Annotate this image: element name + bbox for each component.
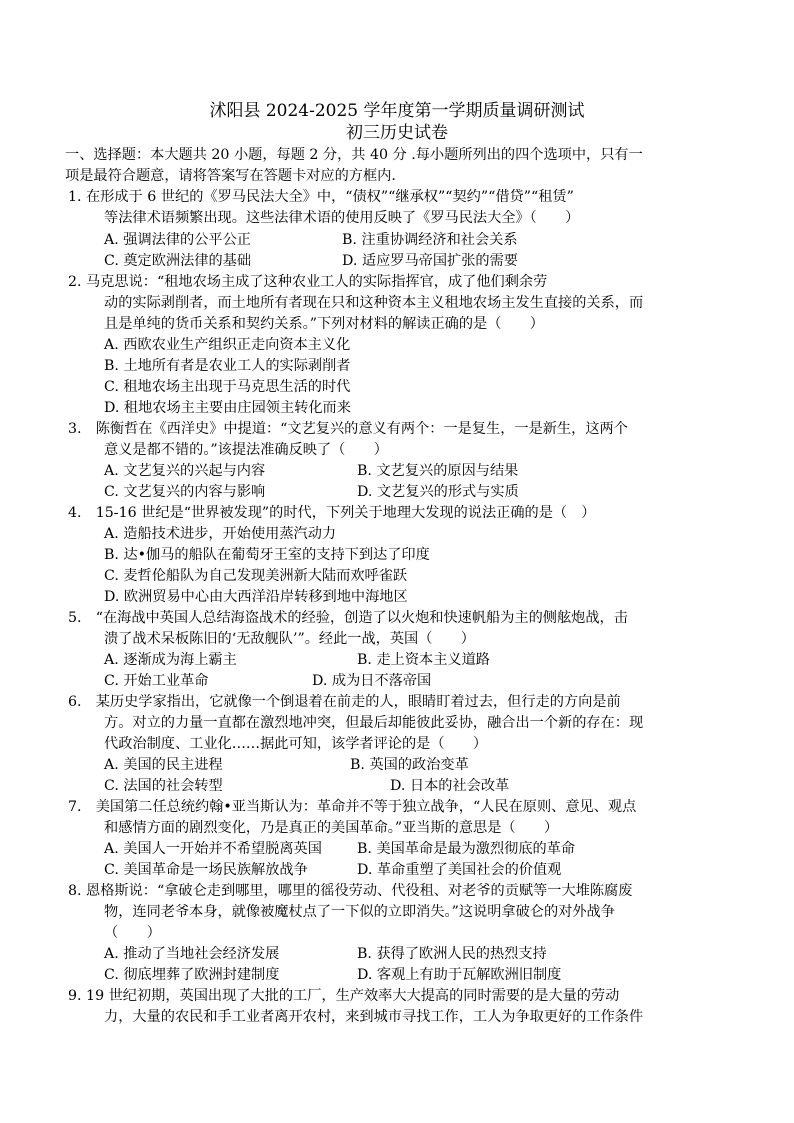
question-2-stem-line-2: 动的实际剥削者，而土地所有者现在只和这种资本主义租地农场主发生直接的关系，而	[104, 295, 644, 311]
question-2-option-c: C. 租地农场主出现于马克思生活的时代	[104, 379, 351, 395]
question-5-option-c: C. 开始工业革命	[104, 673, 209, 689]
instructions-line-1: 一、选择题：本大题共 20 小题，每题 2 分，共 40 分 .每小题所列出的四个选项中，只有一	[65, 147, 643, 163]
question-3-option-c: C. 文艺复兴的内容与影响	[104, 484, 266, 500]
question-4-option-b: B. 达•伽马的船队在葡萄牙王室的支持下到达了印度	[104, 547, 430, 563]
question-6-option-c: C. 法国的社会转型	[104, 778, 223, 794]
question-8-option-a: A. 推动了当地社会经济发展	[104, 946, 280, 962]
question-2-option-a: A. 西欧农业生产组织正走向资本主义化	[104, 337, 351, 353]
question-4-option-d: D. 欧洲贸易中心由大西洋沿岸转移到地中海地区	[104, 589, 408, 605]
question-9-stem-line-2: 力，大量的农民和手工业者离开农村，来到城市寻找工作，工人为争取更好的工作条件	[104, 1009, 644, 1025]
question-6-option-a: A. 美国的民主进程	[104, 757, 223, 773]
question-3-option-b: B. 文艺复兴的原因与结果	[357, 463, 519, 479]
question-3-option-d: D. 文艺复兴的形式与实质	[357, 484, 519, 500]
question-5-option-a: A. 逐渐成为海上霸主	[104, 652, 237, 668]
question-3-stem-line-1: 3. 陈衡哲在《西洋史》中提道：“文艺复兴的意义有两个：一是复生，一是新生，这两个	[68, 421, 628, 437]
question-1-option-a: A. 强调法律的公平公正	[104, 232, 251, 248]
question-8-option-b: B. 获得了欧洲人民的热烈支持	[357, 946, 547, 962]
question-3-option-a: A. 文艺复兴的兴起与内容	[104, 463, 266, 479]
question-5-stem-line-1: 5. “在海战中英国人总结海盗战术的经验，创造了以火炮和快速帆船为主的侧舷炮战，击	[68, 610, 628, 626]
question-9-stem-line-1: 9. 19 世纪初期，英国出现了大批的工厂，生产效率大大提高的同时需要的是大量的劳动	[68, 988, 620, 1004]
question-8-option-c: C. 彻底埋葬了欧洲封建制度	[104, 967, 280, 983]
question-6-stem-line-2: 方。对立的力量一直都在激烈地冲突，但最后却能彼此妥协，融合出一个新的存在：现	[104, 715, 644, 731]
question-1-option-d: D. 适应罗马帝国扩张的需要	[342, 253, 518, 269]
question-2-option-b: B. 土地所有者是农业工人的实际剥削者	[104, 358, 351, 374]
question-2-stem-line-1: 2. 马克思说：“租地农场主成了这种农业工人的实际指挥官，成了他们剩余劳	[68, 274, 548, 290]
question-3-stem-line-2: 意义是都不错的。”该提法准确反映了（ ）	[104, 442, 388, 458]
question-2-stem-line-3: 且是单纯的货币关系和契约关系。”下列对材料的解读正确的是（ ）	[104, 316, 544, 332]
question-7-stem-line-2: 和感情方面的剧烈变化，乃是真正的美国革命。”亚当斯的意思是（ ）	[104, 820, 559, 836]
question-8-option-d: D. 客观上有助于瓦解欧洲旧制度	[357, 967, 562, 983]
exam-title: 沭阳县 2024-2025 学年度第一学期质量调研测试	[209, 101, 585, 121]
question-1-option-b: B. 注重协调经济和社会关系	[342, 232, 518, 248]
question-1-option-c: C. 奠定欧洲法律的基础	[104, 253, 252, 269]
question-5-option-b: B. 走上资本主义道路	[357, 652, 490, 668]
question-7-stem-line-1: 7. 美国第二任总统约翰•亚当斯认为：革命并不等于独立战争，“人民在原则、意见、观点	[68, 799, 637, 815]
question-5-stem-line-2: 溃了战术呆板陈旧的‘无敌舰队’”。经此一战，英国（ ）	[104, 631, 475, 647]
question-4-option-a: A. 造船技术进步，开始使用蒸汽动力	[104, 526, 337, 542]
question-6-stem-line-1: 6. 某历史学家指出，它就像一个倒退着在前走的人，眼睛盯着过去，但行走的方向是前	[68, 694, 621, 710]
instructions-line-2: 项是最符合题意，请将答案写在答题卡对应的方框内.	[65, 168, 396, 184]
question-8-stem-line-2: 物，连同老爷本身，就像被魔杖点了一下似的立即消失。”这说明拿破仑的对外战争	[104, 904, 615, 920]
question-1-stem-line-2: 等法律术语频繁出现。这些法律术语的使用反映了《罗马民法大全》（ ）	[104, 210, 580, 226]
question-6-stem-line-3: 代政治制度、工业化……据此可知，该学者评论的是（ ）	[104, 736, 488, 752]
question-8-stem-line-1: 8. 恩格斯说：“拿破仑走到哪里，哪里的徭役劳动、代役租、对老爷的贡赋等一大堆陈腐废	[68, 883, 633, 899]
question-7-option-b: B. 美国革命是最为激烈彻底的革命	[357, 841, 576, 857]
question-4-option-c: C. 麦哲伦船队为自己发现美洲新大陆而欢呼雀跃	[104, 568, 408, 584]
question-6-option-d: D. 日本的社会改革	[390, 778, 510, 794]
question-2-option-d: D. 租地农场主主要由庄园领主转化而来	[104, 400, 351, 416]
question-4-stem-line-1: 4. 15-16 世纪是“世界被发现”的时代，下列关于地理大发现的说法正确的是（ ）	[68, 505, 596, 521]
question-6-option-b: B. 英国的政治变革	[350, 757, 469, 773]
question-7-option-d: D. 革命重塑了美国社会的价值观	[357, 862, 562, 878]
exam-subtitle: 初三历史试卷	[346, 123, 448, 143]
question-1-stem-line-1: 1. 在形成于 6 世纪的《罗马民法大全》中，“债权”“继承权”“契约”“借贷”“租赁”	[68, 189, 574, 205]
question-8-stem-line-3: （ ）	[104, 925, 161, 941]
question-5-option-d: D. 成为日不落帝国	[312, 673, 432, 689]
question-7-option-c: C. 美国革命是一场民族解放战争	[104, 862, 308, 878]
question-7-option-a: A. 美国人一开始并不希望脱离英国	[104, 841, 322, 857]
